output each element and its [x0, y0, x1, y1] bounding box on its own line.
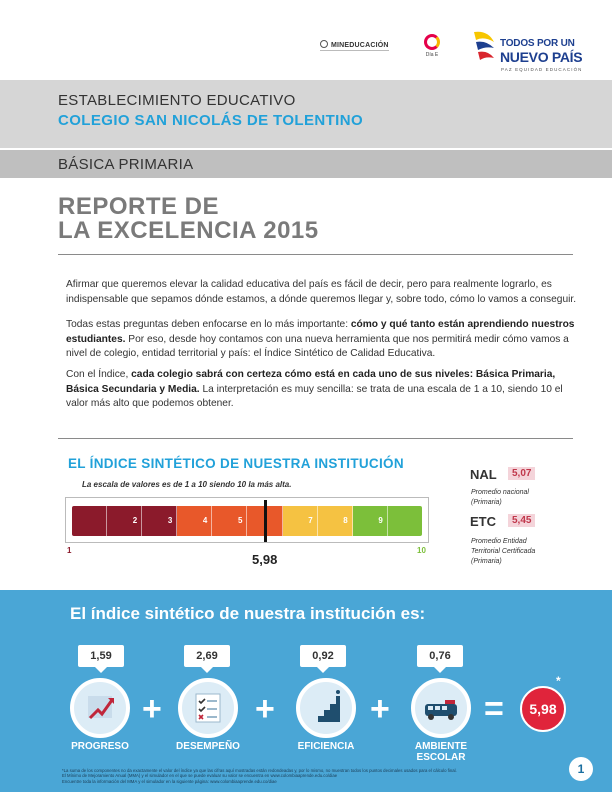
index-gauge — [72, 506, 422, 536]
components-title: El índice sintético de nuestra institución es: — [70, 604, 426, 623]
footnote-line3: Encuentre toda la información del MMA y el simulador en la siguiente página: www.colombiaaprende.edu.co/diae — [62, 778, 277, 784]
gauge-segment — [212, 506, 247, 536]
gauge-segment-label: 3 — [167, 516, 173, 525]
checklist-icon — [182, 682, 234, 734]
ambiente-escolar-label — [401, 741, 481, 763]
stairs-icon — [300, 682, 352, 734]
intro-paragraph-1 — [66, 278, 578, 307]
todos-por-un-nuevo-pais-logo — [470, 24, 600, 76]
header-logos — [0, 0, 612, 80]
plus-sign: + — [142, 690, 162, 728]
colombia-ribbon-icon — [470, 28, 498, 68]
nal-abbr: NAL — [470, 467, 497, 482]
desempeno-label: DESEMPEÑO — [176, 741, 240, 752]
total-asterisk: * — [556, 674, 561, 688]
progress-chart-icon — [74, 682, 126, 734]
nal-desc-line2: (Primaria) — [471, 499, 502, 506]
ambiente-label-line1: AMBIENTE — [414, 741, 468, 752]
intro-p3-text-a: Con el Índice, — [66, 369, 132, 380]
ambiente-escolar-value: 0,76 — [417, 645, 463, 667]
gauge-needle — [264, 500, 267, 542]
page-number: 1 — [569, 757, 593, 781]
gauge-segment — [283, 506, 318, 536]
tpun-line2: NUEVO PAÍS — [500, 49, 583, 65]
desempeno-circle — [178, 678, 238, 738]
plus-sign: + — [255, 690, 275, 728]
divider — [58, 438, 573, 439]
intro-p3-bold: cada colegio sabrá con certeza cómo está en cada uno de sus niveles: Básica Primaria, Básica Secundaria y Media. — [66, 369, 556, 395]
etc-abbr: ETC — [470, 514, 496, 529]
school-bus-icon — [415, 682, 467, 734]
intro-p2-text-c: Por eso, desde hoy contamos con una nueva herramienta que nos permitirá medir cómo vamos a nivel de colegio, entidad territorial y país: el Índice Sintético de Calidad Educativa. — [66, 333, 569, 359]
gauge-segment-label: 9 — [378, 516, 383, 525]
eficiencia-value: 0,92 — [300, 645, 346, 667]
dia-e-mark-icon — [424, 34, 440, 50]
eficiencia-circle — [296, 678, 356, 738]
gauge-segment — [177, 506, 212, 536]
nal-description — [471, 488, 529, 508]
etc-value: 5,45 — [508, 514, 535, 527]
etc-desc-line1: Promedio Entidad — [471, 538, 527, 545]
etc-desc-line2: Territorial Certificada — [471, 548, 536, 555]
dia-e-text: Día E — [425, 52, 439, 58]
intro-p2-text-a: Todas estas preguntas deben enfocarse en lo más importante: — [66, 319, 351, 330]
plus-sign: + — [370, 690, 390, 728]
gauge-max-label: 10 — [417, 546, 426, 555]
report-title-line1: REPORTE DE — [58, 193, 220, 220]
etc-desc-line3: (Primaria) — [471, 558, 502, 565]
gauge-segment — [388, 506, 422, 536]
total-index-badge: 5,98 — [520, 686, 566, 732]
ambiente-escolar-circle — [411, 678, 471, 738]
divider — [58, 254, 573, 255]
footnote-line2: El Mínimo de Mejoramiento Anual (MMA) y el simulador en el que se puede evaluar su valor se encuentra en www.colombiaaprende.edu.co/diae — [62, 773, 338, 779]
intro-paragraph-2 — [66, 318, 578, 362]
eficiencia-label: EFICIENCIA — [297, 741, 355, 752]
mineducacion-logo — [320, 40, 389, 51]
gauge-segment-label: 7 — [308, 516, 313, 525]
index-subtitle: La escala de valores es de 1 a 10 siendo 10 la más alta. — [82, 480, 292, 489]
nal-desc-line1: Promedio nacional — [471, 489, 529, 496]
progreso-circle — [70, 678, 130, 738]
gauge-segment-label: 5 — [238, 516, 243, 525]
footnote — [62, 768, 522, 784]
gauge-segment — [107, 506, 142, 536]
school-label: ESTABLECIMIENTO EDUCATIVO — [58, 92, 296, 109]
school-name: COLEGIO SAN NICOLÁS DE TOLENTINO — [58, 112, 364, 129]
nal-value: 5,07 — [508, 467, 535, 480]
equals-sign: = — [484, 690, 504, 728]
tpun-line3: PAZ EQUIDAD EDUCACIÓN — [501, 67, 583, 72]
index-title: EL ÍNDICE SINTÉTICO DE NUESTRA INSTITUCIÓN — [68, 456, 404, 471]
gauge-segment — [318, 506, 353, 536]
gauge-segment-label: 2 — [132, 516, 138, 525]
tpun-line1: TODOS POR UN — [500, 38, 575, 49]
gauge-segment — [142, 506, 177, 536]
intro-paragraph-3 — [66, 368, 578, 412]
gauge-min-label: 1 — [67, 546, 72, 555]
progreso-label: PROGRESO — [71, 741, 129, 752]
intro-p2-bold: cómo y qué tanto están aprendiendo nuestros estudiantes. — [66, 319, 575, 345]
desempeno-value: 2,69 — [184, 645, 230, 667]
seal-icon — [320, 40, 328, 48]
ambiente-label-line2: ESCOLAR — [416, 752, 466, 763]
dia-e-logo — [423, 34, 441, 58]
level-label: BÁSICA PRIMARIA — [58, 156, 194, 173]
footnote-line1: *La suma de los componentes no da exactamente el valor del índice ya que las cifras aquí mostradas están redondeadas y, por lo mismo, no muestran todos los puntos decimales usados para el cálculo final. — [62, 768, 457, 773]
etc-description — [471, 537, 535, 567]
gauge-segment — [353, 506, 388, 536]
intro-p3-text-c: La interpretación es muy sencilla: se trata de una escala de 1 a 10, siendo 10 el valor más alto que podemos obtener. — [66, 383, 563, 409]
intro-p1-text: Afirmar que queremos elevar la calidad educativa del país es fácil de decir, pero para realmente lograrlo, es indispensable que sepamos dónde estamos, a dónde queremos llegar y, sobre todo, cómo lo vamos a conseguir. — [66, 279, 577, 305]
report-title-line2: LA EXCELENCIA 2015 — [58, 217, 319, 244]
gauge-value: 5,98 — [252, 552, 278, 567]
gauge-segment-label: 8 — [343, 516, 348, 525]
progreso-value: 1,59 — [78, 645, 124, 667]
mineducacion-text: MINEDUCACIÓN — [331, 42, 389, 49]
gauge-segment — [72, 506, 107, 536]
report-title — [58, 195, 319, 243]
gauge-segment-label: 4 — [202, 516, 208, 525]
